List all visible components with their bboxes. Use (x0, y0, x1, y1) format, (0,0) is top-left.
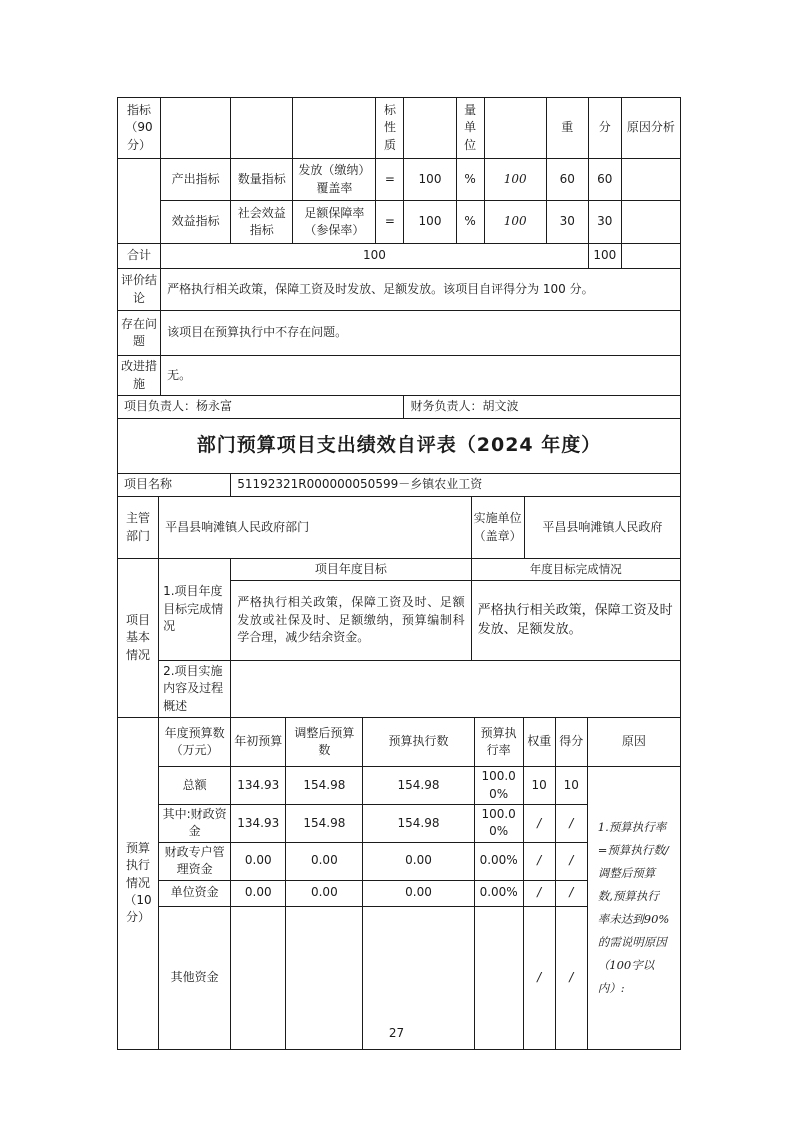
problems-row (118, 311, 681, 356)
goal-header: 项目年度目标 (231, 559, 471, 581)
adjusted-value: 0.00 (286, 842, 363, 880)
spacer-cell (118, 159, 161, 201)
weight-header: 重 (546, 98, 588, 159)
score-value: / (555, 906, 587, 1049)
goal-header-row (118, 559, 681, 581)
execution-rate-header: 预算执行率 (474, 718, 523, 767)
adjusted-value: 154.98 (286, 804, 363, 842)
reason-cell (621, 159, 680, 201)
executed-budget-header: 预算执行数 (363, 718, 474, 767)
score-value: / (555, 804, 587, 842)
rate-value: 100.00% (474, 804, 523, 842)
actual-cell: 100 (484, 201, 546, 244)
empty-header-cell (404, 98, 456, 159)
conclusion-label: 评价结论 (118, 269, 161, 311)
sub-category-cell: 数量指标 (231, 159, 293, 201)
budget-row-name: 其他资金 (159, 906, 231, 1049)
budget-row-name: 单位资金 (159, 880, 231, 906)
target-cell: 100 (404, 201, 456, 244)
unit-header: 量单位 (456, 98, 484, 159)
dept-label: 主管部门 (118, 497, 159, 559)
executed-value: 0.00 (363, 880, 474, 906)
sub-category-cell: 社会效益指标 (231, 201, 293, 244)
reason-note: 1.预算执行率=预算执行数/调整后预算数,预算执行率未达到90%的需说明原因（100字以内）: (587, 767, 680, 1049)
impl-overview-row (118, 661, 681, 718)
indicator-row-output (118, 159, 681, 201)
adjusted-budget-header: 调整后预算数 (286, 718, 363, 767)
actual-cell: 100 (484, 159, 546, 201)
project-name-row (118, 474, 681, 497)
empty-header-cell (484, 98, 546, 159)
budget-row-name: 其中:财政资金 (159, 804, 231, 842)
score-value: / (555, 880, 587, 906)
budget-row-total (118, 767, 681, 805)
goal-section-label: 1.项目年度目标完成情况 (159, 559, 231, 661)
dept-table (117, 496, 681, 559)
budget-name-header: 年度预算数（万元） (159, 718, 231, 767)
adjusted-value: 154.98 (286, 767, 363, 805)
reason-header: 原因分析 (621, 98, 680, 159)
project-name-label: 项目名称 (118, 474, 231, 497)
adjusted-value: 0.00 (286, 880, 363, 906)
weight-value: / (523, 842, 555, 880)
page-number: 27 (388, 1026, 405, 1040)
dept-row (118, 497, 681, 559)
reason-header: 原因 (587, 718, 680, 767)
nature-cell: = (376, 201, 404, 244)
document-content (117, 97, 681, 1050)
total-label: 合计 (118, 244, 161, 269)
executed-value: 154.98 (363, 804, 474, 842)
indicator-table (117, 97, 681, 419)
completion-header: 年度目标完成情况 (471, 559, 680, 581)
weight-cell: 60 (546, 159, 588, 201)
score-value: 10 (555, 767, 587, 805)
project-lead-signature: 项目负责人：杨永富 (118, 396, 404, 419)
total-target: 100 (161, 244, 589, 269)
score-header: 分 (588, 98, 621, 159)
budget-table (117, 717, 681, 1049)
project-name-table (117, 473, 681, 497)
signatures-row (118, 396, 681, 419)
measures-text: 无。 (161, 356, 681, 396)
category-cell: 效益指标 (161, 201, 231, 244)
measures-label: 改进措施 (118, 356, 161, 396)
initial-value: 0.00 (231, 880, 286, 906)
nature-cell: = (376, 159, 404, 201)
rate-value: 0.00% (474, 880, 523, 906)
initial-value: 134.93 (231, 767, 286, 805)
score-cell: 30 (588, 201, 621, 244)
score-cell: 60 (588, 159, 621, 201)
basic-info-table (117, 558, 681, 718)
target-cell: 100 (404, 159, 456, 201)
reason-cell (621, 201, 680, 244)
budget-section-label: 预算执行情况（10分） (118, 718, 159, 1049)
weight-value: / (523, 804, 555, 842)
basic-info-label: 项目基本情况 (118, 559, 159, 718)
initial-value: 0.00 (231, 842, 286, 880)
weight-value: / (523, 880, 555, 906)
budget-row-name: 财政专户管理资金 (159, 842, 231, 880)
impl-unit-label: 实施单位（盖章） (471, 497, 524, 559)
goal-text: 严格执行相关政策，保障工资及时、足额发放或社保及时、足额缴纳，预算编制科学合理，减少结余资金。 (231, 581, 471, 661)
impl-unit-value: 平昌县响滩镇人民政府 (524, 497, 680, 559)
empty-header-cell (293, 98, 376, 159)
form-title: 部门预算项目支出绩效自评表（2024 年度） (118, 419, 681, 474)
indicator-row-benefit (118, 201, 681, 244)
total-reason-cell (621, 244, 680, 269)
total-score: 100 (588, 244, 621, 269)
executed-value: 0.00 (363, 842, 474, 880)
conclusion-row (118, 269, 681, 311)
weight-cell: 30 (546, 201, 588, 244)
budget-header-row (118, 718, 681, 767)
rate-value: 100.00% (474, 767, 523, 805)
indicator-header-row (118, 98, 681, 159)
conclusion-text: 严格执行相关政策，保障工资及时发放、足额发放。该项目自评得分为 100 分。 (161, 269, 681, 311)
indicator-section-label: 指标（90分） (118, 98, 161, 159)
empty-header-cell (231, 98, 293, 159)
finance-lead-signature: 财务负责人：胡文波 (404, 396, 681, 419)
empty-header-cell (161, 98, 231, 159)
weight-value: / (523, 906, 555, 1049)
completion-text: 严格执行相关政策，保障工资及时发放、足额发放。 (471, 581, 680, 661)
unit-cell: % (456, 201, 484, 244)
weight-value: 10 (523, 767, 555, 805)
spacer-cell (118, 201, 161, 244)
score-value: / (555, 842, 587, 880)
weight-header: 权重 (523, 718, 555, 767)
executed-value: 154.98 (363, 767, 474, 805)
impl-overview-text (231, 661, 681, 718)
dept-value: 平昌县响滩镇人民政府部门 (159, 497, 472, 559)
unit-cell: % (456, 159, 484, 201)
problems-label: 存在问题 (118, 311, 161, 356)
category-cell: 产出指标 (161, 159, 231, 201)
metric-cell: 足额保障率（参保率） (293, 201, 376, 244)
project-name-value: 51192321R000000050599－乡镇农业工资 (231, 474, 681, 497)
score-header: 得分 (555, 718, 587, 767)
title-table (117, 418, 681, 474)
initial-value: 134.93 (231, 804, 286, 842)
rate-value: 0.00% (474, 842, 523, 880)
impl-overview-label: 2.项目实施内容及过程概述 (159, 661, 231, 718)
nature-header: 标性质 (376, 98, 404, 159)
total-row (118, 244, 681, 269)
budget-row-name: 总额 (159, 767, 231, 805)
metric-cell: 发放（缴纳）覆盖率 (293, 159, 376, 201)
measures-row (118, 356, 681, 396)
problems-text: 该项目在预算执行中不存在问题。 (161, 311, 681, 356)
initial-budget-header: 年初预算 (231, 718, 286, 767)
